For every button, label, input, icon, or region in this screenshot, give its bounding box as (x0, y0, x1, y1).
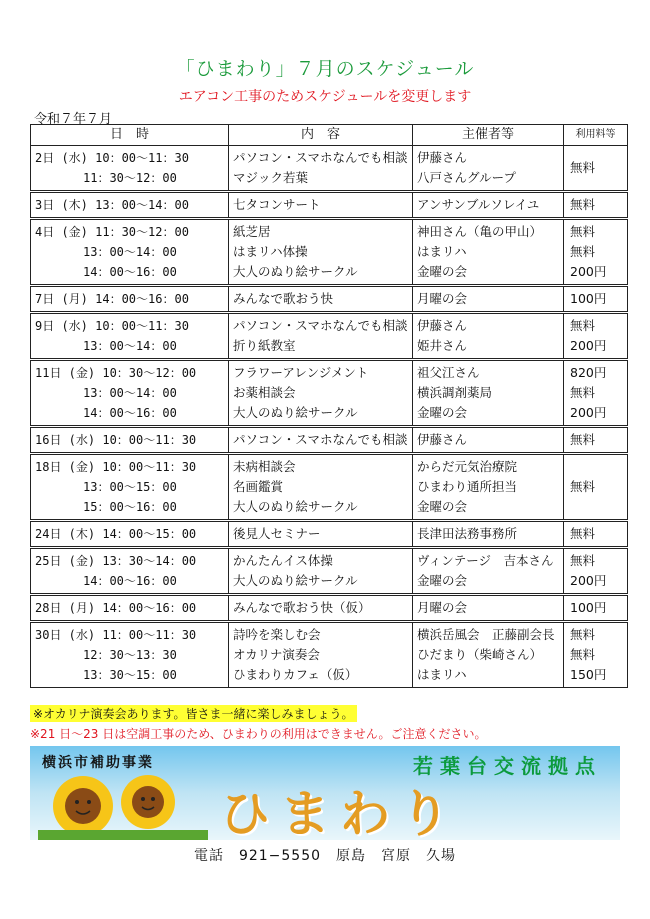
content-line: オカリナ演奏会 (233, 647, 320, 662)
cell-date (31, 360, 229, 427)
date-line: 2日 (水) 10：00〜11：30 (35, 151, 189, 165)
date-line: 30日 (水) 11：00〜11：30 (35, 628, 197, 642)
host-line: アンサンブルソレイユ (417, 197, 540, 212)
content-line: みんなで歌おう快（仮） (233, 600, 371, 615)
content-line: ひまわりカフェ（仮） (233, 667, 358, 682)
cell-fee (564, 192, 628, 219)
fee-line: 無料 (570, 553, 596, 568)
date-line: 28日 (月) 14：00〜16：00 (35, 601, 197, 615)
fee-line: 100円 (570, 291, 607, 306)
content-line: 折り紙教室 (233, 338, 296, 353)
content-line: 後見人セミナー (233, 526, 321, 541)
fee-line: 100円 (570, 600, 607, 615)
date-line: 14：00〜16：00 (35, 574, 177, 588)
banner-big-text: ひまわり (220, 785, 460, 840)
cell-content (229, 454, 413, 521)
host-line: はまリハ (417, 244, 467, 259)
date-line: 13：00〜14：00 (35, 386, 177, 400)
content-line: 名画鑑賞 (233, 479, 284, 494)
cell-host (413, 427, 564, 454)
date-line: 13：30〜15：00 (35, 668, 177, 682)
fee-line: 無料 (570, 526, 596, 541)
table-row (31, 622, 628, 688)
sunflower-left-icon (53, 776, 113, 836)
content-line: 大人のぬり絵サークル (233, 573, 358, 588)
date-line: 15：00〜16：00 (35, 500, 177, 514)
content-line: みんなで歌おう快 (233, 291, 334, 306)
content-line: マジック若葉 (233, 170, 309, 185)
fee-line: 無料 (570, 627, 596, 642)
host-line: 伊藤さん (417, 150, 468, 165)
cell-host (413, 192, 564, 219)
date-line: 9日 (水) 10：00〜11：30 (35, 319, 189, 333)
fee-line: 無料 (570, 385, 596, 400)
cell-host (413, 219, 564, 286)
date-line: 14：00〜16：00 (35, 265, 177, 279)
cell-date (31, 219, 229, 286)
cell-date (31, 548, 229, 595)
content-line: パソコン・スマホなんでも相談 (233, 432, 408, 447)
cell-date (31, 622, 229, 688)
date-line: 13：00〜14：00 (35, 245, 177, 259)
host-line: 伊藤さん (417, 318, 468, 333)
table-row (31, 360, 628, 427)
cell-content (229, 360, 413, 427)
cell-content (229, 219, 413, 286)
schedule-table (30, 124, 628, 688)
cell-fee (564, 521, 628, 548)
content-line: 大人のぬり絵サークル (233, 499, 358, 514)
table-row (31, 427, 628, 454)
content-line: 紙芝居 (233, 224, 271, 239)
date-line: 13：00〜15：00 (35, 480, 177, 494)
host-line: ヴィンテージ 吉本さん (417, 553, 554, 568)
sunflower-illustration (38, 768, 208, 840)
content-line: パソコン・スマホなんでも相談 (233, 150, 408, 165)
host-line: 姫井さん (417, 338, 468, 353)
cell-host (413, 286, 564, 313)
table-row (31, 548, 628, 595)
era-label: 令和７年７月 (34, 112, 113, 127)
host-line: 祖父江さん (417, 365, 480, 380)
cell-host (413, 622, 564, 688)
cell-content (229, 622, 413, 688)
cell-host (413, 313, 564, 360)
fee-line: 200円 (570, 338, 607, 353)
table-row (31, 219, 628, 286)
cell-host (413, 360, 564, 427)
host-line: ひだまり（柴崎さん） (417, 647, 543, 662)
host-line: ひまわり通所担当 (417, 479, 518, 494)
header-date: 日 時 (31, 125, 229, 146)
date-line: 11：30〜12：00 (35, 171, 177, 185)
cell-fee (564, 146, 628, 192)
fee-line: 820円 (570, 365, 607, 380)
cell-fee (564, 360, 628, 427)
table-row (31, 521, 628, 548)
cell-host (413, 454, 564, 521)
content-line: 詩吟を楽しむ会 (233, 627, 321, 642)
date-line: 4日 (金) 11：30〜12：00 (35, 225, 189, 239)
content-line: かんたんイス体操 (233, 553, 333, 568)
date-line: 24日 (木) 14：00〜15：00 (35, 527, 197, 541)
table-row (31, 454, 628, 521)
date-line: 13：00〜14：00 (35, 339, 177, 353)
sunflower-right-icon (121, 775, 175, 829)
cell-fee (564, 622, 628, 688)
cell-host (413, 521, 564, 548)
banner (30, 746, 620, 840)
fee-line: 無料 (570, 197, 596, 212)
cell-date (31, 146, 229, 192)
date-line: 16日 (水) 10：00〜11：30 (35, 433, 197, 447)
date-line: 25日 (金) 13：30〜14：00 (35, 554, 197, 568)
host-line: 横浜調剤薬局 (417, 385, 493, 400)
fee-line: 200円 (570, 264, 607, 279)
cell-date (31, 595, 229, 622)
page-subtitle: エアコン工事のためスケジュールを変更します (178, 89, 472, 105)
host-line: はまリハ (417, 667, 467, 682)
cell-fee (564, 548, 628, 595)
content-line: 未病相談会 (233, 459, 296, 474)
table-row (31, 595, 628, 622)
cell-fee (564, 427, 628, 454)
content-line: 大人のぬり絵サークル (233, 264, 358, 279)
host-line: 伊藤さん (417, 432, 468, 447)
content-line: フラワーアレンジメント (233, 365, 369, 380)
host-line: 長津田法務事務所 (417, 526, 518, 541)
cell-host (413, 146, 564, 192)
cell-content (229, 313, 413, 360)
table-header-row (31, 125, 628, 146)
cell-content (229, 192, 413, 219)
content-line: 大人のぬり絵サークル (233, 405, 358, 420)
fee-line: 150円 (570, 667, 607, 682)
cell-date (31, 286, 229, 313)
host-line: 八戸さんグループ (417, 170, 517, 185)
page-title: 「ひまわり」７月のスケジュール (175, 58, 475, 80)
host-line: 金曜の会 (417, 573, 468, 588)
cell-content (229, 548, 413, 595)
cell-fee (564, 595, 628, 622)
content-line: はまリハ体操 (233, 244, 308, 259)
cell-content (229, 595, 413, 622)
header-fee: 利用料等 (564, 125, 628, 146)
banner-top-text: 横浜市補助事業 (42, 755, 154, 771)
table-row (31, 192, 628, 219)
cell-content (229, 286, 413, 313)
cell-content (229, 427, 413, 454)
note-closure: ※21 日〜23 日は空調工事のため、ひまわりの利用はできません。ご注意ください。 (30, 727, 487, 741)
fee-line: 無料 (570, 647, 596, 662)
cell-host (413, 595, 564, 622)
fee-line: 無料 (570, 479, 596, 494)
fee-line: 無料 (570, 318, 596, 333)
note-ocarina: ※オカリナ演奏会あります。皆さま一緒に楽しみましょう。 (30, 705, 357, 722)
footer-contact: 電話 921−5550 原島 宮原 久場 (193, 848, 457, 864)
cell-date (31, 192, 229, 219)
cell-fee (564, 454, 628, 521)
cell-date (31, 454, 229, 521)
content-line: 七タコンサート (233, 197, 321, 212)
host-line: 月曜の会 (417, 600, 468, 615)
banner-right-text: 若葉台交流拠点 (413, 754, 602, 778)
fee-line: 200円 (570, 573, 607, 588)
table-row (31, 146, 628, 192)
date-line: 18日 (金) 10：00〜11：30 (35, 460, 197, 474)
header-host: 主催者等 (413, 125, 564, 146)
host-line: からだ元気治療院 (417, 459, 518, 474)
date-line: 11日 (金) 10：30〜12：00 (35, 366, 197, 380)
cell-date (31, 521, 229, 548)
fee-line: 無料 (570, 160, 596, 175)
cell-fee (564, 286, 628, 313)
fee-line: 200円 (570, 405, 607, 420)
host-line: 金曜の会 (417, 499, 468, 514)
cell-fee (564, 313, 628, 360)
host-line: 神田さん（亀の甲山） (417, 224, 543, 239)
date-line: 14：00〜16：00 (35, 406, 177, 420)
cell-content (229, 521, 413, 548)
header-content: 内 容 (229, 125, 413, 146)
cell-fee (564, 219, 628, 286)
content-line: お薬相談会 (233, 385, 296, 400)
fee-line: 無料 (570, 244, 596, 259)
date-line: 3日 (木) 13：00〜14：00 (35, 198, 189, 212)
date-line: 12：30〜13：30 (35, 648, 177, 662)
cell-content (229, 146, 413, 192)
date-line: 7日 (月) 14：00〜16：00 (35, 292, 189, 306)
cell-date (31, 313, 229, 360)
table-row (31, 313, 628, 360)
table-row (31, 286, 628, 313)
cell-host (413, 548, 564, 595)
fee-line: 無料 (570, 224, 596, 239)
content-line: パソコン・スマホなんでも相談 (233, 318, 408, 333)
host-line: 月曜の会 (417, 291, 468, 306)
cell-date (31, 427, 229, 454)
host-line: 金曜の会 (417, 405, 468, 420)
host-line: 横浜岳風会 正藤副会長 (417, 627, 555, 642)
host-line: 金曜の会 (417, 264, 468, 279)
fee-line: 無料 (570, 432, 596, 447)
